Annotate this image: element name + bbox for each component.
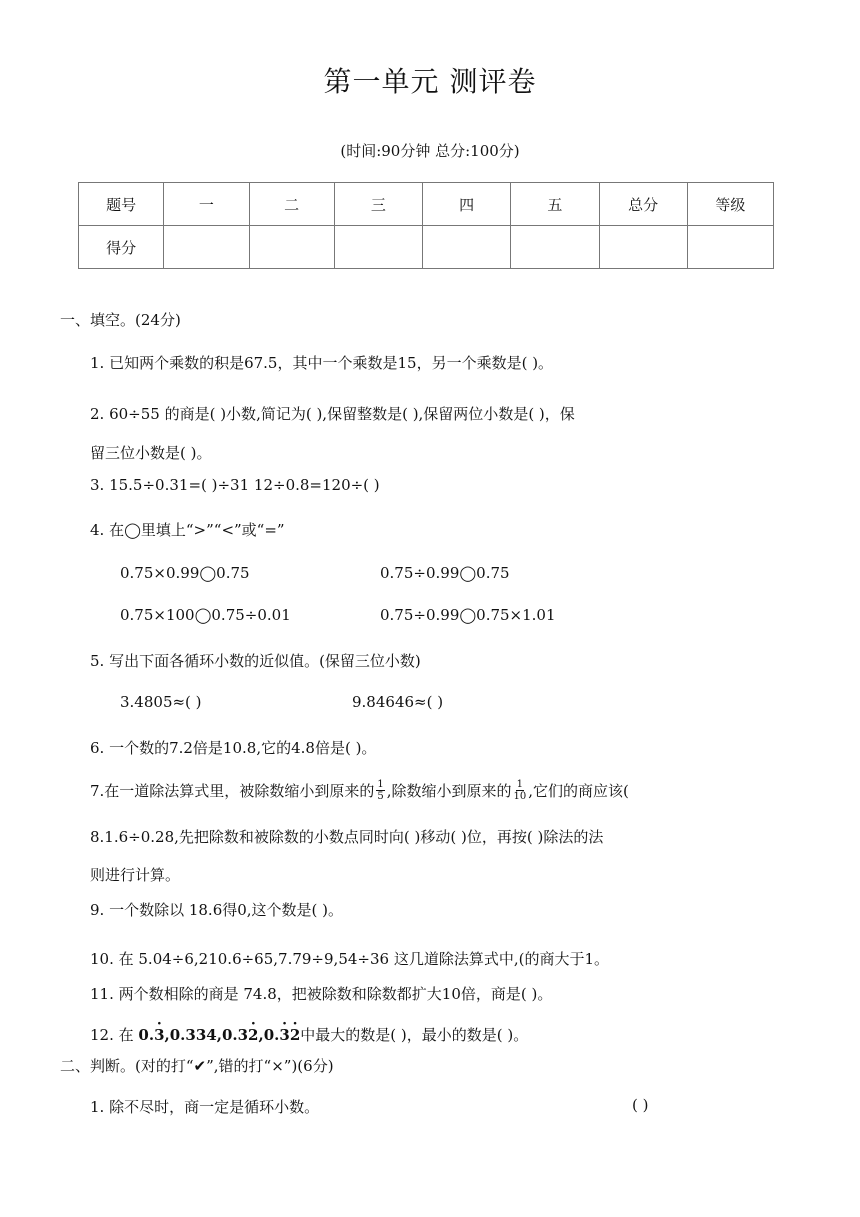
score-input-cell[interactable]: [334, 226, 422, 269]
question-1-7-text-mid: ,除数缩小到原来的: [386, 781, 512, 800]
question-1-7-text-post: ,它们的商应该(: [528, 781, 629, 800]
score-input-cell[interactable]: [511, 226, 599, 269]
repeating-decimal-2: [222, 1026, 259, 1044]
decimal-part: ,0.: [258, 1026, 280, 1044]
repeating-decimal-3: [258, 1026, 300, 1044]
exam-info: (时间:90分钟 总分:100分): [340, 142, 520, 160]
question-1-7-text-pre: 7.在一道除法算式里，被除数缩小到原来的: [90, 781, 375, 800]
fraction-numerator: 1: [516, 778, 524, 790]
repeating-digit: · 2: [248, 1026, 258, 1044]
repeating-decimal-1: [138, 1026, 164, 1044]
question-1-2-line1: 2. 60÷55 的商是( )小数,简记为( ),保留整数是( ),保留两位小数是( )，保: [90, 405, 575, 423]
question-1-12: [90, 1024, 528, 1045]
score-table-cell: 四: [423, 183, 511, 226]
score-table: [78, 182, 774, 269]
question-1-4-b: 0.75÷0.99◯0.75: [380, 564, 510, 582]
repeating-digit: · 2: [290, 1026, 300, 1044]
question-1-8-line1: 8.1.6÷0.28,先把除数和被除数的小数点同时向( )移动( )位，再按( )除法的法: [90, 828, 604, 846]
question-1-5: 5. 写出下面各循环小数的近似值。(保留三位小数): [90, 652, 421, 670]
score-input-cell[interactable]: [423, 226, 511, 269]
score-table-cell: 一: [164, 183, 249, 226]
decimal-part: 0.: [138, 1026, 155, 1044]
repeating-digit: · 3: [279, 1026, 289, 1044]
question-1-4-c: 0.75×100◯0.75÷0.01: [120, 606, 291, 624]
score-input-cell[interactable]: [599, 226, 687, 269]
question-1-4-d: 0.75÷0.99◯0.75×1.01: [380, 606, 556, 624]
question-1-12-text-pre: 12. 在: [90, 1026, 139, 1044]
question-1-4: 4. 在◯里填上“>”“<”或“=”: [90, 521, 285, 539]
question-1-4-a: 0.75×0.99◯0.75: [120, 564, 250, 582]
decimal-part: 0.3: [221, 1026, 249, 1044]
score-table-score-row: [79, 226, 774, 269]
page-title: 第一单元 测评卷: [323, 65, 537, 98]
score-table-cell: 等级: [687, 183, 773, 226]
question-1-7: [90, 773, 629, 807]
section2-heading-post: ”,错的打“×”)(6分): [206, 1057, 334, 1075]
fraction-denominator: 10: [513, 790, 527, 802]
section2-heading: [60, 1055, 334, 1076]
fraction-one-fifth: [376, 779, 384, 802]
score-input-cell[interactable]: [164, 226, 249, 269]
score-table-cell: 题号: [79, 183, 164, 226]
repeating-digit: · 3: [154, 1026, 164, 1044]
question-1-2-line2: 留三位小数是( )。: [90, 444, 212, 462]
fraction-denominator: 5: [377, 790, 384, 802]
fraction-numerator: 1: [377, 778, 384, 790]
check-mark-icon: ✔: [193, 1057, 207, 1075]
score-table-header-row: [79, 183, 774, 226]
score-table-cell: 二: [249, 183, 334, 226]
score-table-cell: 三: [334, 183, 422, 226]
question-1-1: 1. 已知两个乘数的积是67.5，其中一个乘数是15，另一个乘数是( )。: [90, 354, 554, 372]
question-1-8-line2: 则进行计算。: [90, 866, 181, 884]
question-1-12-text-post: 中最大的数是( )，最小的数是( )。: [300, 1026, 529, 1044]
fraction-one-tenth: [513, 779, 526, 802]
question-1-5-b: 9.84646≈( ): [352, 693, 444, 711]
score-input-cell[interactable]: [687, 226, 773, 269]
score-table-cell: 五: [511, 183, 599, 226]
section1-heading: 一、填空。(24分): [60, 311, 181, 329]
question-2-1: 1. 除不尽时，商一定是循环小数。: [90, 1098, 320, 1116]
question-1-5-a: 3.4805≈( ): [120, 693, 202, 711]
question-1-6: 6. 一个数的7.2倍是10.8,它的4.8倍是( )。: [90, 739, 377, 757]
question-1-9: 9. 一个数除以 18.6得0,这个数是( )。: [90, 901, 344, 919]
score-table-cell: 总分: [599, 183, 687, 226]
question-1-3: 3. 15.5÷0.31=( )÷31 12÷0.8=120÷( ): [90, 476, 380, 494]
section2-heading-pre: 二、判断。(对的打“: [60, 1057, 194, 1075]
answer-paren-2-1[interactable]: ( ): [632, 1096, 649, 1114]
decimal-number: ,0.334,: [164, 1026, 222, 1044]
question-1-10: 10. 在 5.04÷6,210.6÷65,7.79÷9,54÷36 这几道除法算式中,(的商大于1。: [90, 950, 609, 968]
score-row-label: 得分: [79, 226, 164, 269]
question-1-11: 11. 两个数相除的商是 74.8，把被除数和除数都扩大10倍，商是( )。: [90, 985, 553, 1003]
score-input-cell[interactable]: [249, 226, 334, 269]
